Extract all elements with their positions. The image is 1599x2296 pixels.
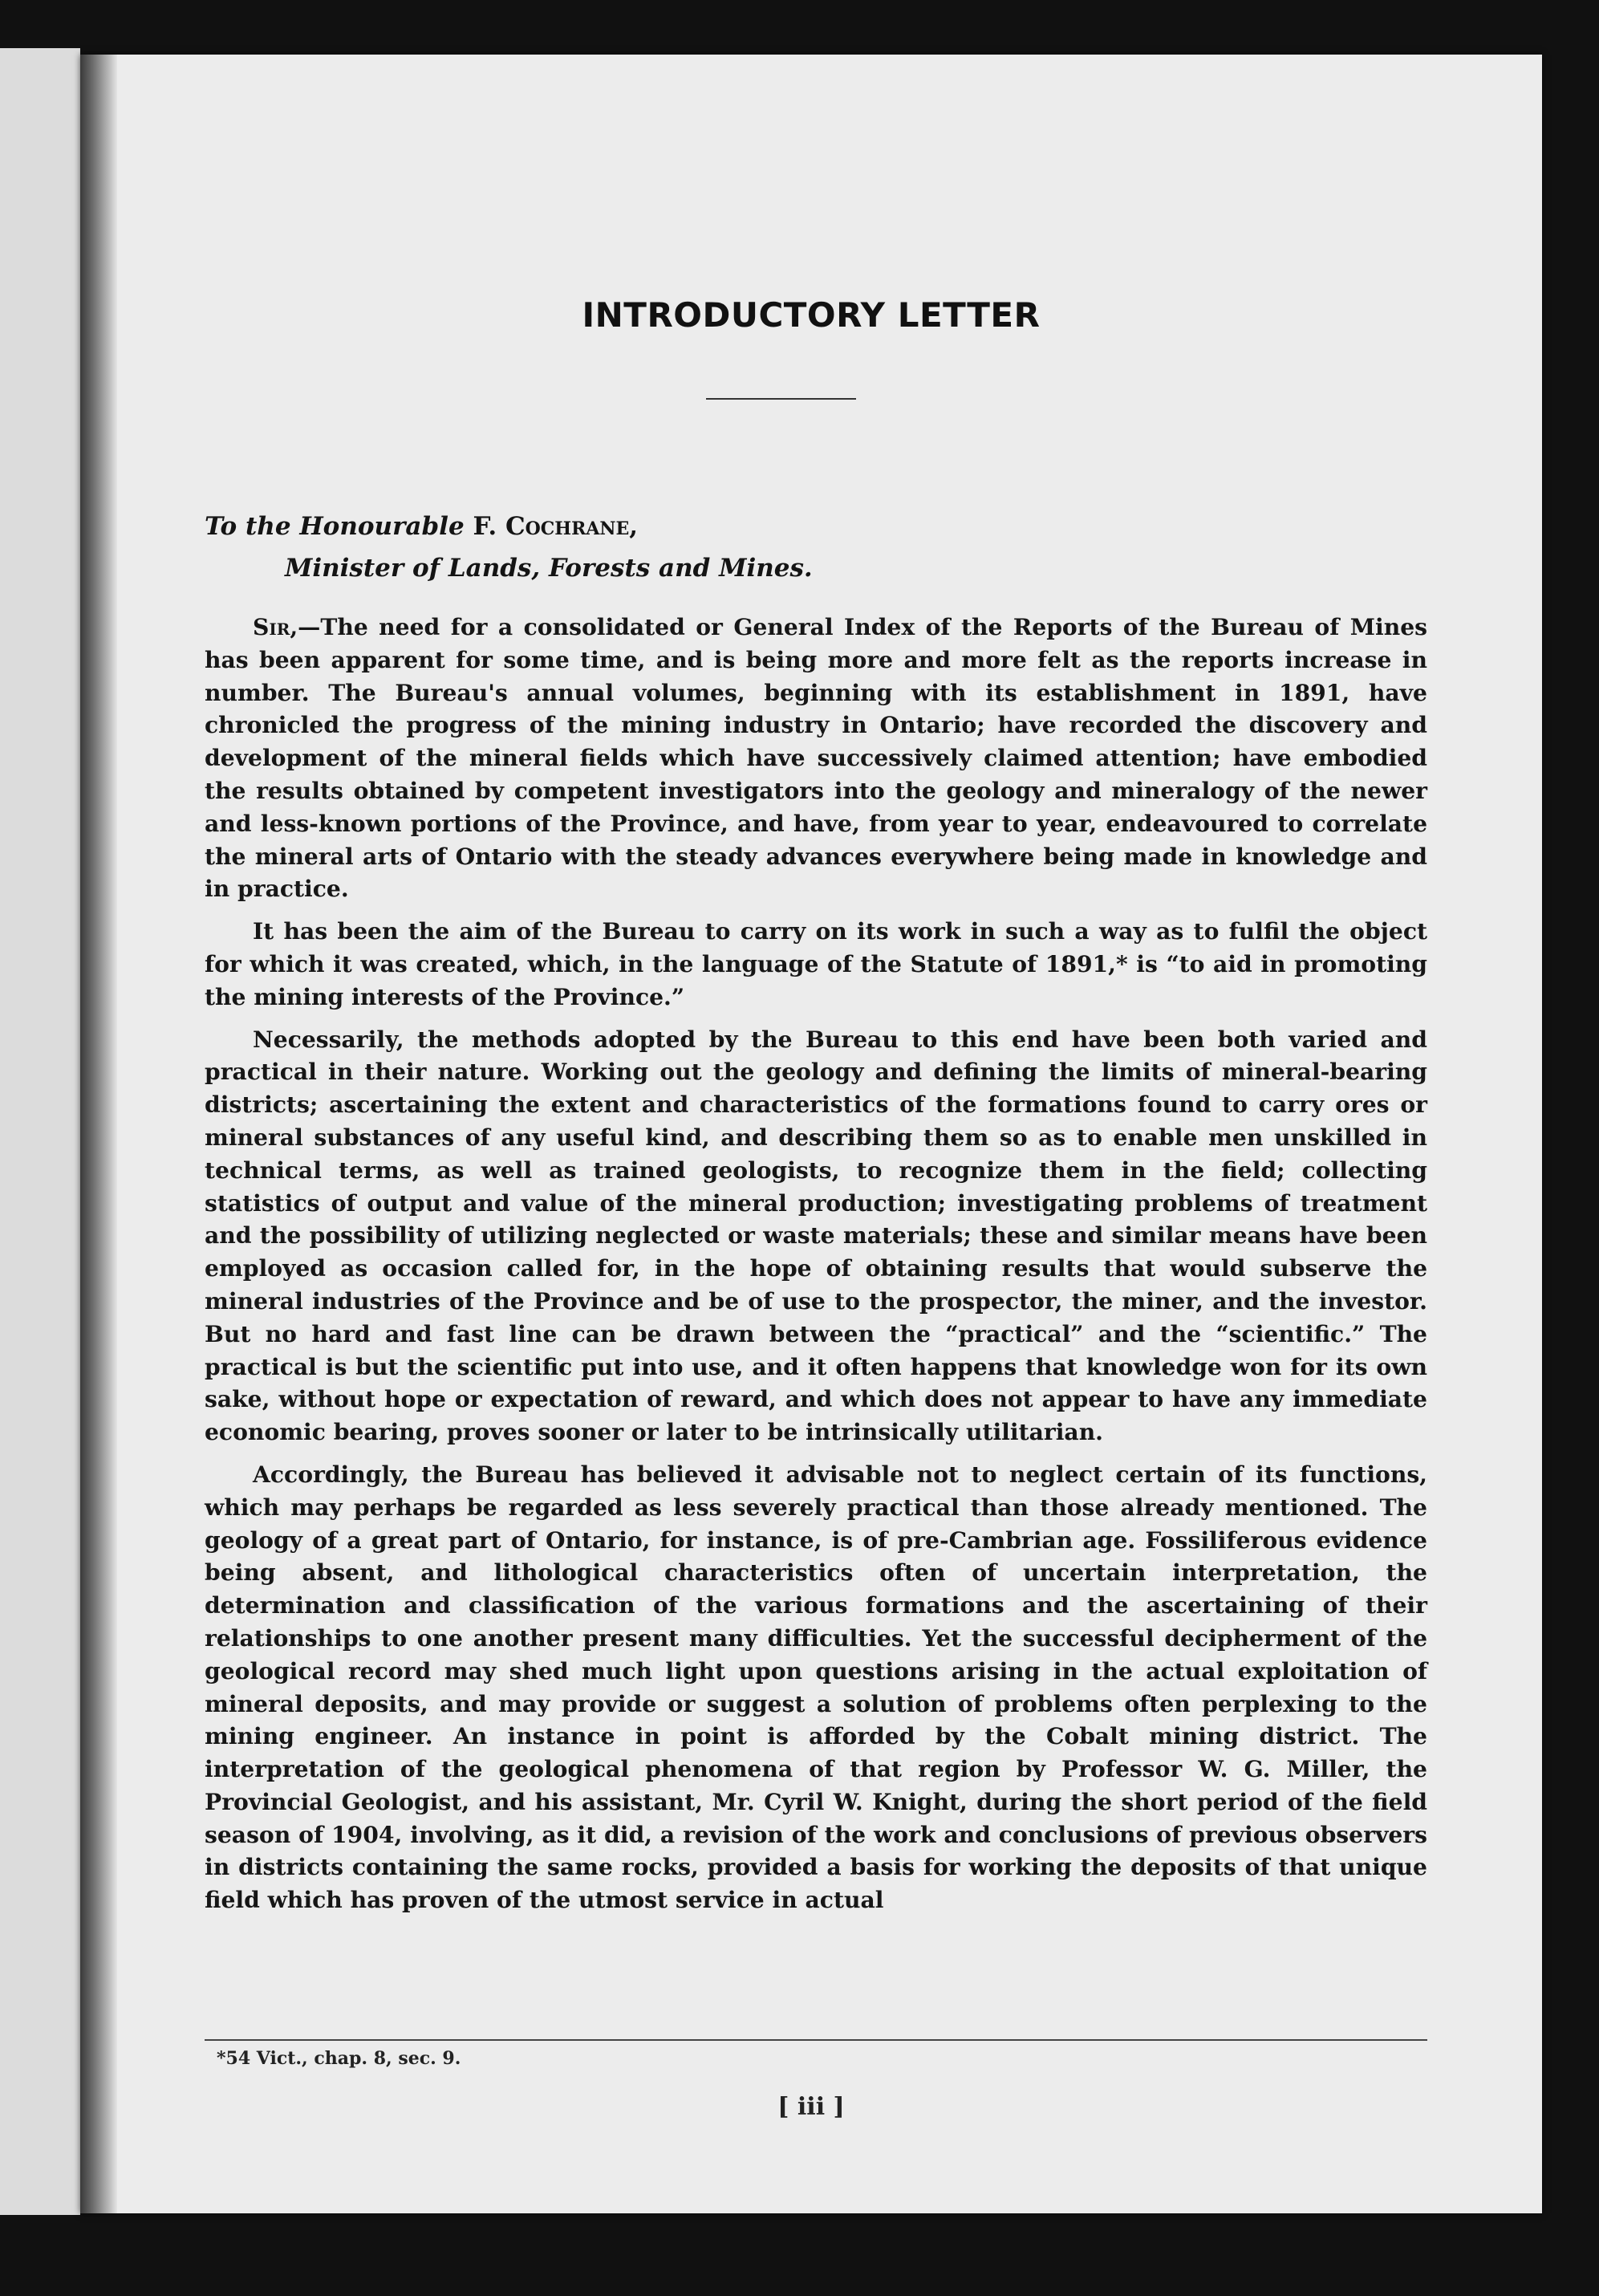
salutation-prefix: To the Honourable: [205, 512, 465, 541]
address-line-1: [205, 506, 813, 547]
page-number: [ iii ]: [777, 2093, 845, 2121]
address-line-2: [205, 547, 813, 589]
adjacent-page-edge: [0, 48, 80, 2215]
page-title: INTRODUCTORY LETTER: [582, 295, 1041, 335]
paragraph-text: —The need for a consolidated or General Index of the Reports of the Bureau of Mines has been apparent for some time, and is being more and more felt as the reports increase in number. The Bureau's annual volumes, beginning with its establishment in 1891, have chronicled the progress of the mining industry in Ontario; have recorded the discovery and development of the mineral fields which have successively claimed attention; have embodied the results obtained by competent investigators into the geology and mineralogy of the newer and less-known portions of the Province, and have, from year to year, endeavoured to correlate the mineral arts of Ontario with the steady advances everywhere being made in knowledge and in practice.: [205, 614, 1427, 903]
page-gutter-shadow: [80, 55, 117, 2213]
paragraph: [205, 916, 1427, 1014]
paragraph-text: Accordingly, the Bureau has believed it advisable not to neglect certain of its functions, which may perhaps be regarded as less severely practical than those already mentioned. The geology of a great part of Ontario, for instance, is of pre-Cambrian age. Fossiliferous evidence being absent, and lithological characteristics often of uncertain interpretation, the determination and classification of the various formations and the ascertaining of their relationships to one another present many difficulties. Yet the successful decipherment of the geological record may shed much light upon questions arising in the actual exploitation of mineral deposits, and may provide or suggest a solution of problems often perplexing to the mining engineer. An instance in point is afforded by the Cobalt mining district. The interpretation of the geological phenomena of that region by Professor W. G. Miller, the Provincial Geologist, and his assistant, Mr. Cyril W. Knight, during the short period of the field season of 1904, involving, as it did, a revision of the work and conclusions of previous observers in districts containing the same rocks, provided a basis for working the deposits of that unique field which has proven of the utmost service in actual: [205, 1461, 1427, 1914]
paragraph-text: Necessarily, the methods adopted by the Bureau to this end have been both varied and practical in their nature. Working out the geology and defining the limits of mineral-bearing districts; ascertaining the extent and characteristics of the formations found to carry ores or mineral substances of any useful kind, and describing them so as to enable men unskilled in technical terms, as well as trained geologists, to recognize them in the field; collecting statistics of output and value of the mineral production; investigating problems of treatment and the possibility of utilizing neglected or waste materials; these and similar means have been employed as occasion called for, in the hope of obtaining results that would subserve the mineral industries of the Province and be of use to the prospector, the miner, and the investor. But no hard and fast line can be drawn between the “practical” and the “scientific.” The practical is but the scientific put into use, and it often happens that knowledge won for its own sake, without hope or expectation of reward, and which does not appear to have any immediate economic bearing, proves sooner or later to be intrinsically utilitarian.: [205, 1026, 1427, 1446]
paragraph: [205, 1459, 1427, 1917]
footnote-divider: [205, 2039, 1427, 2041]
paragraph: [205, 612, 1427, 906]
letter-body: [205, 612, 1427, 1927]
document-page: [80, 55, 1542, 2213]
paragraph-text: It has been the aim of the Bureau to carry on its work in such a way as to fulfil the object for which it was created, which, in the language of the Statute of 1891,* is “to aid in promoting the mining interests of the Province.”: [205, 918, 1427, 1010]
footnote: *54 Vict., chap. 8, sec. 9.: [217, 2048, 461, 2069]
addressee-name: F. Cochrane,: [473, 512, 639, 541]
title-divider: [706, 398, 856, 400]
address-block: [205, 506, 813, 589]
paragraph: [205, 1024, 1427, 1449]
salutation-lead: Sir,: [253, 614, 298, 640]
addressee-office: Minister of Lands, Forests and Mines.: [285, 554, 813, 583]
